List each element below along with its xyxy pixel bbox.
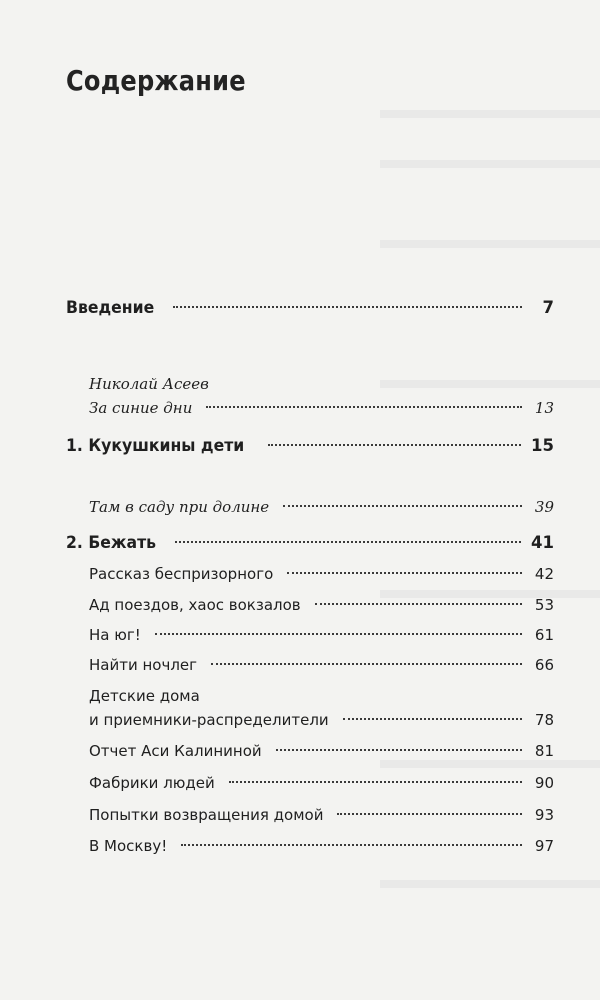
toc-entry-label: В Москву! xyxy=(89,837,168,855)
dot-leader xyxy=(229,781,522,783)
toc-entry-label: 1. Кукушкины дети xyxy=(66,436,245,455)
toc-entry-label: Попытки возвращения домой xyxy=(89,806,324,824)
toc-entry-page: 66 xyxy=(534,656,554,674)
toc-entry-page: 13 xyxy=(534,399,554,417)
dot-leader xyxy=(283,505,522,507)
toc-entry-chapter-1[interactable] xyxy=(66,436,554,456)
toc-entry-poem[interactable] xyxy=(66,497,554,517)
epigraph-author: Николай Асеев xyxy=(89,375,209,393)
dot-leader xyxy=(315,603,522,605)
show-through-mark xyxy=(380,880,600,888)
toc-entry-label: На юг! xyxy=(89,626,141,644)
dot-leader xyxy=(211,663,522,665)
toc-entry-section[interactable] xyxy=(66,836,554,856)
toc-entry-epigraph[interactable] xyxy=(66,398,554,418)
toc-entry-section[interactable] xyxy=(66,741,554,761)
toc-entry-introduction[interactable] xyxy=(66,298,554,318)
dot-leader xyxy=(175,541,521,543)
toc-entry-label: Там в саду при долине xyxy=(89,498,270,516)
toc-entry-page: 97 xyxy=(534,837,554,855)
toc-entry-label: 2. Бежать xyxy=(66,533,157,552)
toc-entry-page: 78 xyxy=(534,711,554,729)
toc-entry-chapter-2[interactable] xyxy=(66,533,554,553)
toc-entry-label: За синие дни xyxy=(89,399,193,417)
toc-entry-label: Найти ночлег xyxy=(89,656,198,674)
toc-entry-label: Фабрики людей xyxy=(89,774,215,792)
page-title: Содержание xyxy=(66,64,246,97)
toc-entry-section[interactable] xyxy=(66,655,554,675)
toc-entry-page: 41 xyxy=(531,533,554,552)
dot-leader xyxy=(343,718,522,720)
toc-entry-page: 53 xyxy=(534,596,554,614)
show-through-mark xyxy=(380,240,600,248)
toc-entry-label: Отчет Аси Калининой xyxy=(89,742,262,760)
dot-leader xyxy=(268,444,521,446)
toc-entry-label: Рассказ беспризорного xyxy=(89,565,274,583)
toc-entry-section[interactable] xyxy=(66,595,554,615)
toc-entry-page: 61 xyxy=(534,626,554,644)
toc-entry-page: 81 xyxy=(534,742,554,760)
dot-leader xyxy=(173,306,522,308)
toc-entry-section[interactable] xyxy=(66,625,554,645)
show-through-mark xyxy=(380,760,600,768)
toc-entry-page: 93 xyxy=(534,806,554,824)
dot-leader xyxy=(337,813,522,815)
toc-entry-page: 7 xyxy=(542,298,554,317)
dot-leader xyxy=(287,572,522,574)
dot-leader xyxy=(276,749,522,751)
dot-leader xyxy=(206,406,522,408)
toc-entry-page: 15 xyxy=(531,436,554,455)
show-through-mark xyxy=(380,160,600,168)
toc-entry-section[interactable] xyxy=(66,710,554,730)
toc-entry-page: 39 xyxy=(534,498,554,516)
toc-entry-section[interactable] xyxy=(66,805,554,825)
toc-entry-label: Ад поездов, хаос вокзалов xyxy=(89,596,301,614)
show-through-mark xyxy=(380,110,600,118)
toc-entry-label: Введение xyxy=(66,298,155,317)
toc-entry-label-line1: Детские дома xyxy=(89,687,200,705)
dot-leader xyxy=(181,844,522,846)
toc-entry-section[interactable] xyxy=(66,773,554,793)
toc-entry-page: 90 xyxy=(534,774,554,792)
show-through-mark xyxy=(380,380,600,388)
toc-entry-section[interactable] xyxy=(66,564,554,584)
dot-leader xyxy=(155,633,522,635)
toc-entry-page: 42 xyxy=(534,565,554,583)
toc-entry-label: и приемники-распределители xyxy=(89,711,329,729)
